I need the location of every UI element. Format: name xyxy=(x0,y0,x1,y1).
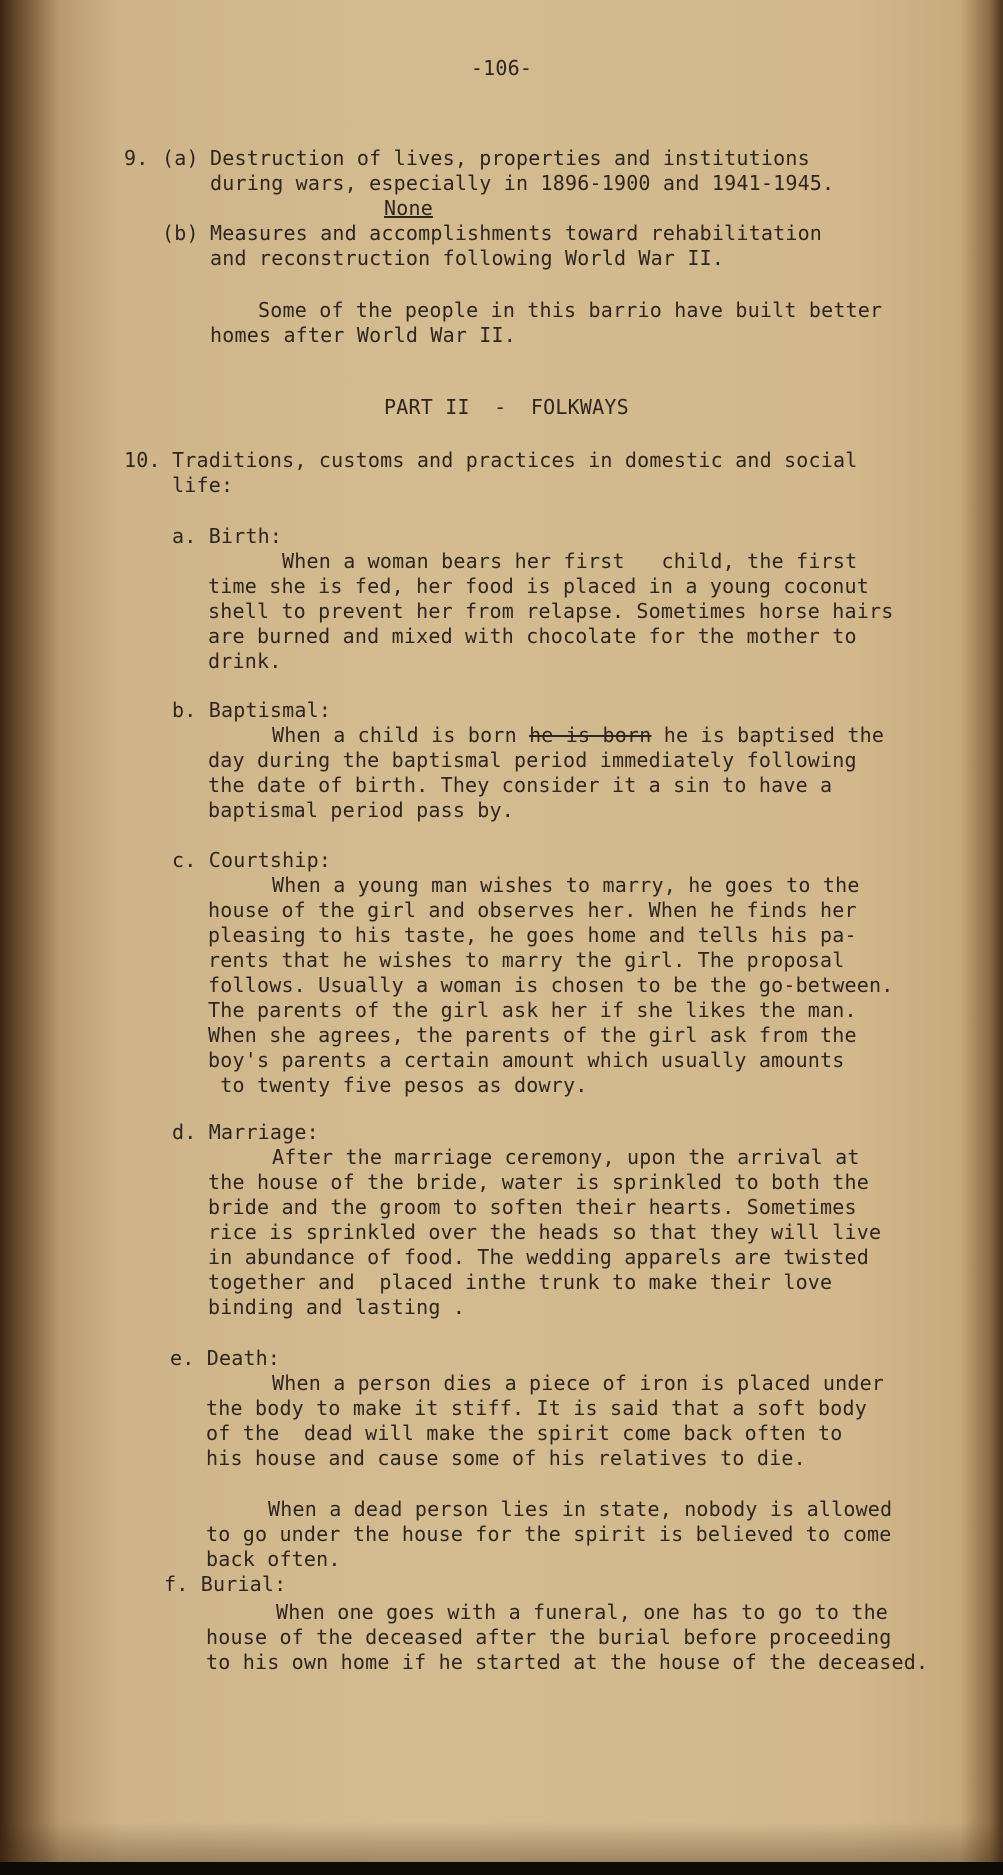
section-heading-baptismal: b. Baptismal: xyxy=(172,698,332,722)
birth-line: drink. xyxy=(208,649,282,673)
item-9b-line: and reconstruction following World War II. xyxy=(210,246,725,270)
birth-line: are burned and mixed with chocolate for the mother to xyxy=(208,624,857,648)
baptismal-struck-text: he is born xyxy=(529,723,652,747)
item-9b-label: (b) xyxy=(162,221,199,245)
courtship-line: to twenty five pesos as dowry. xyxy=(208,1073,588,1097)
marriage-line: binding and lasting . xyxy=(208,1295,466,1319)
section-heading-marriage: d. Marriage: xyxy=(172,1120,319,1144)
baptismal-line: day during the baptismal period immediately following xyxy=(208,748,857,772)
marriage-line: the house of the bride, water is sprinkled to both the xyxy=(208,1170,870,1194)
item-9b-line: Measures and accomplishments toward rehabilitation xyxy=(210,221,823,245)
part-heading: PART II - FOLKWAYS xyxy=(384,395,629,419)
burial-line: to his own home if he started at the house of the deceased. xyxy=(206,1650,929,1674)
birth-line: time she is fed, her food is placed in a young coconut xyxy=(208,574,870,598)
courtship-line: When she agrees, the parents of the girl ask from the xyxy=(208,1023,857,1047)
death-line-2: to go under the house for the spirit is believed to come xyxy=(206,1522,892,1546)
burial-line: house of the deceased after the burial before proceeding xyxy=(206,1625,892,1649)
scan-border xyxy=(0,1862,1003,1875)
item-9a-answer: None xyxy=(384,196,433,220)
marriage-line: rice is sprinkled over the heads so that they will live xyxy=(208,1220,882,1244)
page-number: -106- xyxy=(470,56,533,80)
courtship-line: follows. Usually a woman is chosen to be the go-between. xyxy=(208,973,894,997)
death-line: his house and cause some of his relatives to die. xyxy=(206,1446,806,1470)
courtship-line: boy's parents a certain amount which usually amounts xyxy=(208,1048,845,1072)
item-9-number: 9. xyxy=(124,146,149,170)
death-line-2: When a dead person lies in state, nobody is allowed xyxy=(268,1497,893,1521)
marriage-line: together and placed inthe trunk to make their love xyxy=(208,1270,833,1294)
item-10-line: life: xyxy=(172,473,234,497)
section-heading-birth: a. Birth: xyxy=(172,524,283,548)
section-heading-death: e. Death: xyxy=(170,1346,281,1370)
burial-line: When one goes with a funeral, one has to go to the xyxy=(276,1600,889,1624)
baptismal-line: baptismal period pass by. xyxy=(208,798,515,822)
item-9b-answer-line: homes after World War II. xyxy=(210,323,517,347)
courtship-line: pleasing to his taste, he goes home and tells his pa- xyxy=(208,923,857,947)
marriage-line: bride and the groom to soften their hearts. Sometimes xyxy=(208,1195,857,1219)
baptismal-text: he is baptised the xyxy=(651,723,885,747)
section-heading-burial: f. Burial: xyxy=(164,1572,287,1596)
death-line: of the dead will make the spirit come back often to xyxy=(206,1421,843,1445)
item-9a-line: during wars, especially in 1896-1900 and 1941-1945. xyxy=(210,171,835,195)
courtship-line: rents that he wishes to marry the girl. The proposal xyxy=(208,948,845,972)
baptismal-line: the date of birth. They consider it a sin to have a xyxy=(208,773,833,797)
item-9b-answer-line: Some of the people in this barrio have built better xyxy=(258,298,883,322)
courtship-line: house of the girl and observes her. When he finds her xyxy=(208,898,857,922)
item-10-line: Traditions, customs and practices in domestic and social xyxy=(172,448,858,472)
baptismal-line-first xyxy=(272,723,884,748)
item-9a-line: Destruction of lives, properties and institutions xyxy=(210,146,810,170)
marriage-line: After the marriage ceremony, upon the arrival at xyxy=(272,1145,860,1169)
death-line: When a person dies a piece of iron is placed under xyxy=(272,1371,885,1395)
death-line-2: back often. xyxy=(206,1547,341,1571)
item-9a-label: (a) xyxy=(162,146,199,170)
section-heading-courtship: c. Courtship: xyxy=(172,848,332,872)
birth-line: shell to prevent her from relapse. Sometimes horse hairs xyxy=(208,599,894,623)
baptismal-text: When a child is born xyxy=(272,723,530,747)
courtship-line: When a young man wishes to marry, he goes to the xyxy=(272,873,860,897)
courtship-line: The parents of the girl ask her if she likes the man. xyxy=(208,998,857,1022)
item-10-number: 10. xyxy=(124,448,161,472)
marriage-line: in abundance of food. The wedding apparels are twisted xyxy=(208,1245,870,1269)
birth-line: When a woman bears her first child, the first xyxy=(282,549,858,573)
death-line: the body to make it stiff. It is said that a soft body xyxy=(206,1396,868,1420)
